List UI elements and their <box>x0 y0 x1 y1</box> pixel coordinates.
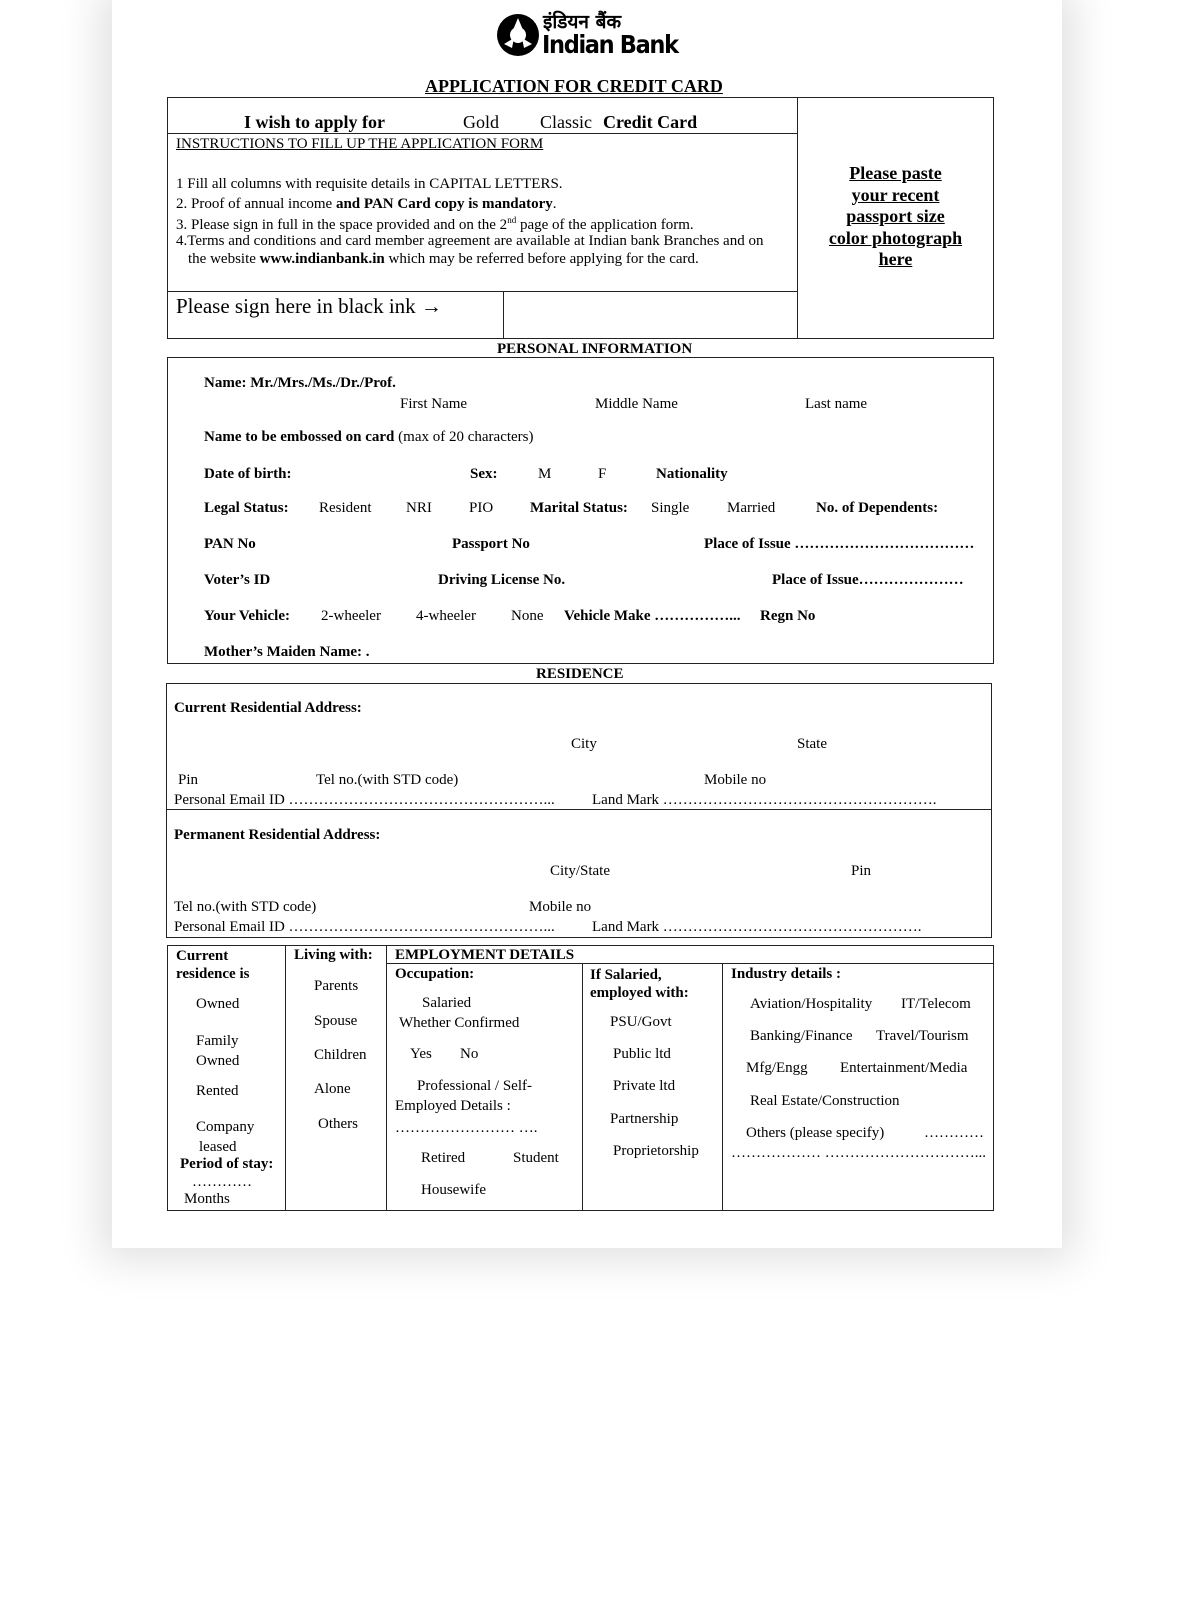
rented-option[interactable]: Rented <box>196 1083 239 1099</box>
personal-info-heading: PERSONAL INFORMATION <box>497 341 693 357</box>
months-label: Months <box>184 1191 230 1207</box>
spouse-option[interactable]: Spouse <box>314 1013 358 1029</box>
pin-label-2: Pin <box>851 863 872 879</box>
signature-label: Please sign here in black ink → <box>176 294 442 318</box>
confirmed-yes-option[interactable]: Yes <box>410 1046 432 1062</box>
name-label: Name: Mr./Mrs./Ms./Dr./Prof. <box>204 375 396 391</box>
bank-emblem-icon <box>496 12 540 58</box>
mfg-option[interactable]: Mfg/Engg <box>746 1060 808 1076</box>
marital-status-label: Marital Status: <box>530 500 628 516</box>
instruction-4-cont: the website www.indianbank.in which may be referred before applying for the card. <box>188 251 699 267</box>
place-of-issue-1: Place of Issue ……………………………… <box>704 536 975 552</box>
partnership-option[interactable]: Partnership <box>610 1111 679 1127</box>
place-of-issue-2: Place of Issue………………… <box>772 572 964 588</box>
bank-name: Indian Bank <box>542 30 678 59</box>
voter-id-label: Voter’s ID <box>204 572 271 588</box>
housewife-option[interactable]: Housewife <box>421 1182 486 1198</box>
city-label: City <box>571 736 597 752</box>
entertainment-option[interactable]: Entertainment/Media <box>840 1060 968 1076</box>
employed-details-dots: …………………… …. <box>395 1120 538 1136</box>
whether-confirmed-label: Whether Confirmed <box>399 1015 520 1031</box>
option-gold[interactable]: Gold <box>463 112 499 132</box>
details-table <box>167 945 994 1211</box>
instructions-heading: INSTRUCTIONS TO FILL UP THE APPLICATION FORM <box>176 136 544 152</box>
tel-label: Tel no.(with STD code) <box>316 772 459 788</box>
landmark-label: Land Mark ………………………………………………. <box>592 792 937 808</box>
regn-no-label: Regn No <box>760 608 816 624</box>
sex-label: Sex: <box>470 466 498 482</box>
proprietorship-option[interactable]: Proprietorship <box>613 1143 699 1159</box>
period-dots: ………… <box>192 1174 252 1190</box>
student-option[interactable]: Student <box>513 1150 559 1166</box>
instruction-1: 1 Fill all columns with requisite details in CAPITAL LETTERS. <box>176 176 563 192</box>
pan-label: PAN No <box>204 536 256 552</box>
real-estate-option[interactable]: Real Estate/Construction <box>750 1093 900 1109</box>
instruction-3: 3. Please sign in full in the space provided and on the 2nd page of the application form. <box>176 215 694 233</box>
mobile-label: Mobile no <box>704 772 767 788</box>
period-of-stay-label: Period of stay: <box>180 1156 274 1172</box>
first-name-label: First Name <box>400 396 468 412</box>
alone-option[interactable]: Alone <box>314 1081 351 1097</box>
photo-placeholder: Please paste your recent passport size color photograph here <box>828 163 963 269</box>
email-label: Personal Email ID ……………………………………………... <box>174 792 555 808</box>
employed-details-label: Employed Details : <box>395 1098 511 1114</box>
apply-label: I wish to apply for <box>244 112 386 132</box>
salaried-employer-heading: If Salaried, employed with: <box>590 967 689 1001</box>
vehicle-make-label: Vehicle Make ……………... <box>564 608 741 624</box>
state-label: State <box>797 736 827 752</box>
retired-option[interactable]: Retired <box>421 1150 466 1166</box>
vehicle-label: Your Vehicle: <box>204 608 290 624</box>
nationality-label: Nationality <box>656 466 728 482</box>
instruction-4: 4.Terms and conditions and card member agreement are available at Indian bank Branches and on <box>176 233 764 249</box>
credit-card-label: Credit Card <box>603 112 698 132</box>
tel-label-2: Tel no.(with STD code) <box>174 899 317 915</box>
mobile-label-2: Mobile no <box>529 899 592 915</box>
travel-option[interactable]: Travel/Tourism <box>876 1028 969 1044</box>
residence-heading: RESIDENCE <box>536 666 624 682</box>
employment-heading: EMPLOYMENT DETAILS <box>395 947 575 963</box>
middle-name-label: Middle Name <box>595 396 678 412</box>
others-specify-option[interactable]: Others (please specify) <box>746 1125 885 1141</box>
others-dots: ………… <box>924 1125 984 1141</box>
others-option[interactable]: Others <box>318 1116 358 1132</box>
sex-f-option[interactable]: F <box>598 466 607 482</box>
none-option[interactable]: None <box>511 608 544 624</box>
salaried-option[interactable]: Salaried <box>422 995 472 1011</box>
dependents-label: No. of Dependents: <box>816 500 939 516</box>
permanent-address-label: Permanent Residential Address: <box>174 827 381 843</box>
company-leased-option[interactable]: Company leased <box>196 1119 255 1155</box>
city-state-label: City/State <box>550 863 610 879</box>
last-name-label: Last name <box>805 396 868 412</box>
confirmed-no-option[interactable]: No <box>460 1046 479 1062</box>
option-classic[interactable]: Classic <box>540 112 592 132</box>
maiden-name-label: Mother’s Maiden Name: . <box>204 644 370 660</box>
form-title: APPLICATION FOR CREDIT CARD <box>425 76 723 96</box>
current-residence-heading: Current residence is <box>176 948 250 982</box>
embossed-name-label: Name to be embossed on card (max of 20 characters) <box>204 429 534 445</box>
private-ltd-option[interactable]: Private ltd <box>613 1078 676 1094</box>
email-label-2: Personal Email ID ……………………………………………... <box>174 919 555 935</box>
legal-status-label: Legal Status: <box>204 500 289 516</box>
children-option[interactable]: Children <box>314 1047 367 1063</box>
current-address-label: Current Residential Address: <box>174 700 362 716</box>
instruction-2: 2. Proof of annual income and PAN Card copy is mandatory. <box>176 196 557 212</box>
others-dots-2: ……………… …………………………... <box>731 1145 986 1161</box>
nri-option[interactable]: NRI <box>406 500 432 516</box>
industry-heading: Industry details : <box>731 966 842 982</box>
resident-option[interactable]: Resident <box>319 500 372 516</box>
public-ltd-option[interactable]: Public ltd <box>613 1046 671 1062</box>
living-with-heading: Living with: <box>294 947 373 963</box>
signature-field[interactable] <box>505 293 795 337</box>
it-telecom-option[interactable]: IT/Telecom <box>901 996 971 1012</box>
driving-license-label: Driving License No. <box>438 572 566 588</box>
passport-label: Passport No <box>452 536 530 552</box>
single-option[interactable]: Single <box>651 500 690 516</box>
dob-label: Date of birth: <box>204 466 292 482</box>
parents-option[interactable]: Parents <box>314 978 359 994</box>
two-wheeler-option[interactable]: 2-wheeler <box>321 608 381 624</box>
family-owned-option[interactable]: Family Owned <box>196 1033 240 1069</box>
professional-option[interactable]: Professional / Self- <box>417 1078 532 1094</box>
sex-m-option[interactable]: M <box>538 466 552 482</box>
married-option[interactable]: Married <box>727 500 776 516</box>
banking-option[interactable]: Banking/Finance <box>750 1028 853 1044</box>
occupation-label: Occupation: <box>395 966 475 982</box>
psu-option[interactable]: PSU/Govt <box>610 1014 672 1030</box>
landmark-label-2: Land Mark ……………………………………………. <box>592 919 922 935</box>
pin-label: Pin <box>178 772 199 788</box>
aviation-option[interactable]: Aviation/Hospitality <box>750 996 873 1012</box>
indian-bank-logo <box>496 10 678 60</box>
four-wheeler-option[interactable]: 4-wheeler <box>416 608 476 624</box>
bank-name-hindi: इंडियन बैंक <box>543 11 622 33</box>
pio-option[interactable]: PIO <box>469 500 494 516</box>
owned-option[interactable]: Owned <box>196 996 240 1012</box>
